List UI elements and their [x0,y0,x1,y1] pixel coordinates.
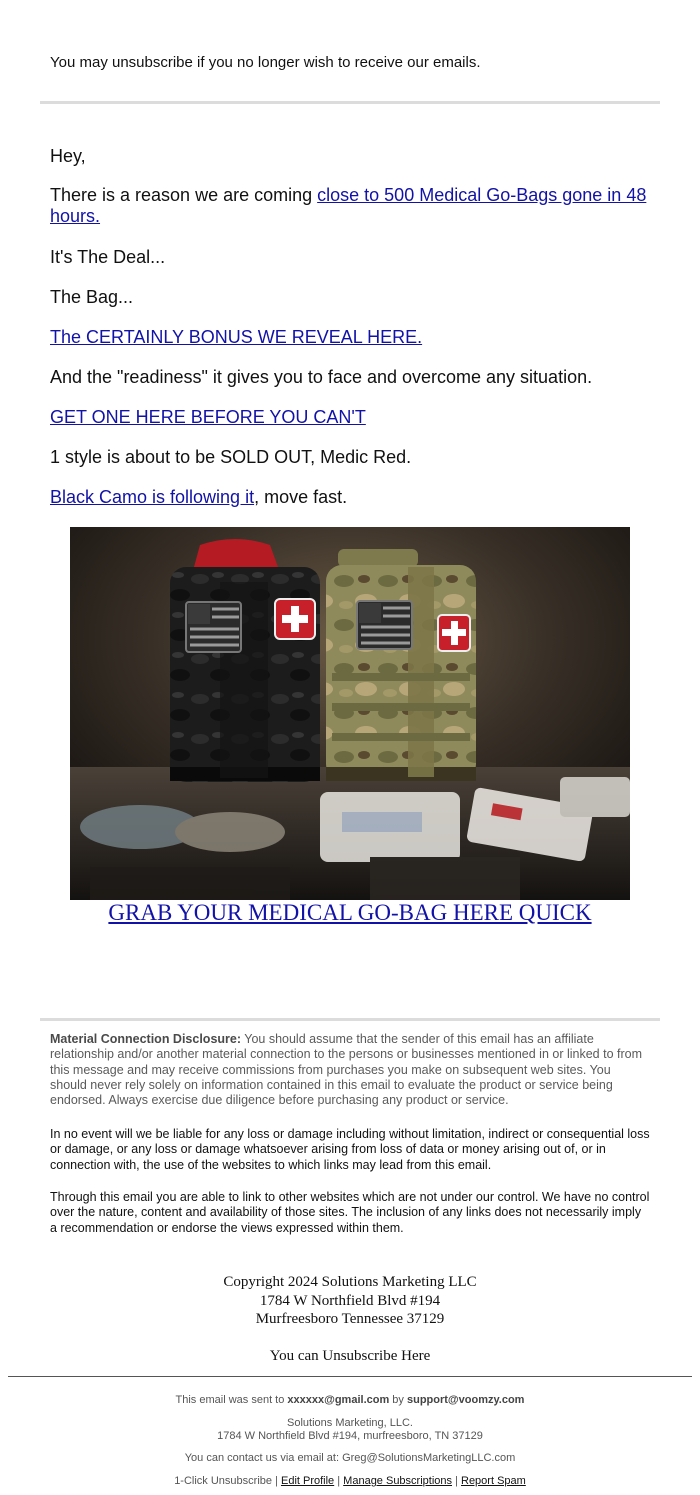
footer-links [0,1475,700,1488]
hero-image[interactable] [70,527,630,900]
cta-paragraph [0,900,700,926]
grab-go-bag-link[interactable]: GRAB YOUR MEDICAL GO-BAG HERE QUICK [108,900,592,925]
top-divider [40,101,660,104]
us-flag-patch-icon [186,602,241,652]
greeting: Hey, [50,146,86,166]
bag-line: The Bag... [50,287,134,307]
company-name: Solutions Marketing, LLC. [287,1417,413,1429]
sent-to-line [0,1394,700,1407]
unsubscribe-link[interactable]: You can Unsubscribe Here [269,1348,431,1364]
get-one-link[interactable]: GET ONE HERE BEFORE YOU CAN'T [50,407,366,427]
medical-cross-patch-icon [438,615,470,651]
black-camo-link[interactable]: Black Camo is following it [50,487,255,507]
mid-divider [40,1018,660,1021]
material-disclosure [50,1032,650,1108]
external-links-notice: Through this email you are able to link to other websites which are not under our control. We have no control over the nature, content and availability of those sites. The inclusion of any links does not necessarily imply a recommendation or endorse the views expressed within them. [50,1190,650,1235]
liability-notice: In no event will we be liable for any loss or damage including without limitation, indirect or consequential loss or damage, or any loss or damage whatsoever arising from loss of data or money arising out of, or in connection with, the use of the websites to which links may lead from this email. [50,1127,650,1172]
camo-suffix: , move fast. [254,487,348,507]
medical-cross-patch-icon [275,599,315,639]
recipient-email: xxxxxx@gmail.com [287,1394,390,1406]
separator: | [334,1475,344,1487]
reason-text: There is a reason we are coming [50,185,318,205]
disclosure-text: You should assume that the sender of this email has an affiliate relationship and/or another material connection to the persons or businesses mentioned in or linked to from this message and may receive commissions from purchases you make on subsequent web sites. You should never rely solely on information contained in this email to evaluate the product or service being endorsed. Always exercise due diligence before purchasing any product or service. [50,1032,643,1108]
disclosure-heading: Material Connection Disclosure: [50,1032,242,1046]
one-click-unsubscribe[interactable]: 1-Click Unsubscribe [174,1475,272,1487]
us-flag-patch-icon [357,601,412,649]
company-address: 1784 W Northfield Blvd #194, murfreesboro, TN 37129 [217,1429,483,1442]
get-one-paragraph [50,407,650,428]
street-line: 1784 W Northfield Blvd #194 [259,1292,441,1309]
multicam-bag [326,549,476,781]
bonus-link[interactable]: The CERTAINLY BONUS WE REVEAL HERE. [50,327,423,347]
bonus-paragraph [50,327,650,348]
sent-by: by [389,1394,407,1406]
separator: | [272,1475,281,1487]
manage-subscriptions-link[interactable]: Manage Subscriptions [343,1475,453,1487]
sold-count-link[interactable]: close to 500 Medical Go-Bags gone in 48 hours. [50,185,647,226]
medic-red-black-bag [170,539,320,782]
readiness-line: And the "readiness" it gives you to face and overcome any situation. [50,367,593,387]
copyright-line: Copyright 2024 Solutions Marketing LLC [223,1274,477,1290]
company-block [0,1417,700,1442]
city-line: Murfreesboro Tennessee 37129 [255,1311,445,1327]
reason-paragraph [50,185,650,227]
contact-line: You can contact us via email at: Greg@SolutionsMarketingLLC.com [184,1452,516,1464]
unsubscribe-note: You may unsubscribe if you no longer wish to receive our emails. [50,54,481,71]
postal-address [0,1273,700,1329]
edit-profile-link[interactable]: Edit Profile [280,1475,335,1487]
sent-prefix: This email was sent to [175,1394,288,1406]
sold-out-line: 1 style is about to be SOLD OUT, Medic Red. [50,447,412,467]
bottom-divider [8,1376,692,1377]
report-spam-link[interactable]: Report Spam [461,1475,526,1487]
camo-paragraph [50,487,650,508]
deal-line: It's The Deal... [50,247,166,267]
sender-email: support@voomzy.com [406,1394,525,1406]
separator: | [452,1475,461,1487]
